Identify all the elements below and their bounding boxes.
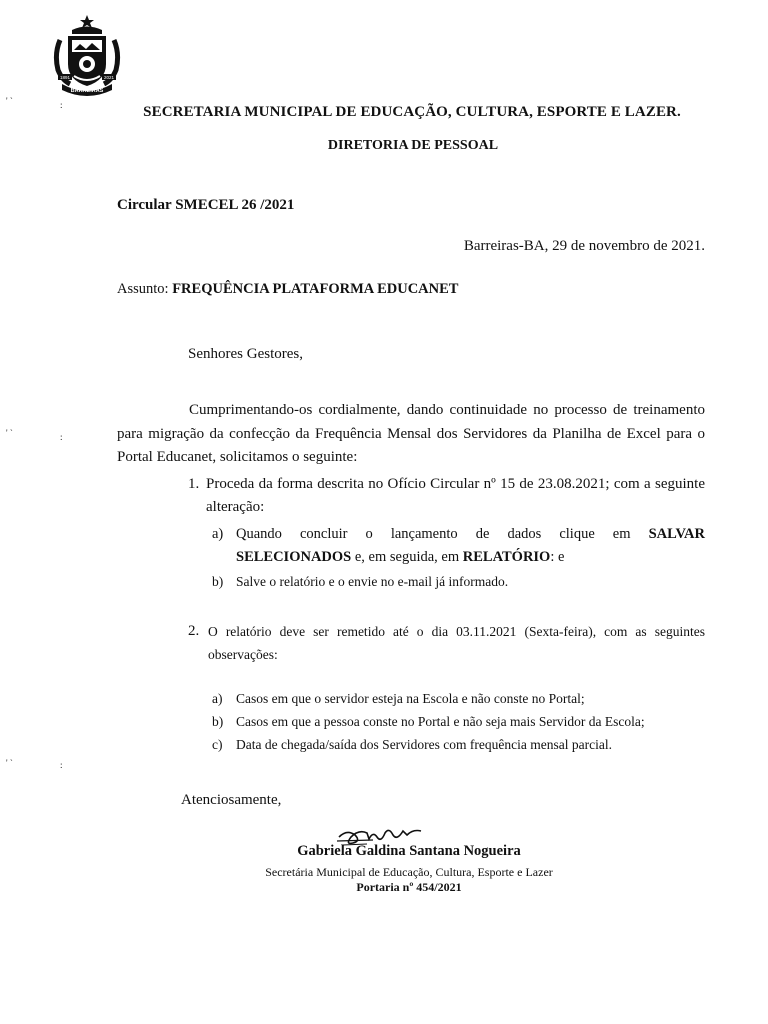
intro-paragraph: Cumprimentando-os cordialmente, dando continuidade no processo de treinamento para migração da confecção da Frequência Mensal dos Servidores da Planilha de Excel para o Portal Educanet, solicitamos o seguinte: (117, 402, 705, 465)
svg-text:1891: 1891 (60, 75, 71, 80)
coat-of-arms-logo (52, 14, 122, 96)
sub-item-letter: b) (212, 574, 224, 589)
sub-item-1b (212, 574, 508, 590)
closing-salutation: Atenciosamente, (181, 792, 282, 808)
signer-role: Secretária Municipal de Educação, Cultura, Esporte e Lazer (265, 865, 553, 879)
greeting: Senhores Gestores, (188, 346, 303, 362)
department-title: SECRETARIA MUNICIPAL DE EDUCAÇÃO, CULTURA, ESPORTE E LAZER. (143, 104, 681, 120)
list-item-number: 2. (188, 623, 200, 639)
scan-mark: : (60, 100, 63, 110)
subject-line (117, 281, 458, 298)
sub-item-text: Data de chegada/saída dos Servidores com frequência mensal parcial. (236, 737, 612, 752)
observation-b (212, 714, 645, 730)
sub-item-letter: a) (212, 691, 223, 706)
division-title: DIRETORIA DE PESSOAL (327, 138, 499, 153)
scan-mark: : (60, 432, 63, 442)
sub-item-text: Salve o relatório e o envie no e-mail já informado. (236, 574, 509, 589)
sub-item-1a (212, 523, 705, 569)
observation-c (212, 737, 612, 753)
list-item-text: Proceda da forma descrita no Ofício Circular nº 15 de 23.08.2021; com a seguinte alteração: (206, 476, 705, 515)
scan-mark: ' ` (6, 758, 13, 768)
scan-mark: ' ` (6, 96, 13, 106)
sub-item-letter: c) (212, 737, 223, 752)
document-date: Barreiras-BA, 29 de novembro de 2021. (463, 238, 705, 254)
list-item-number: 1. (188, 476, 200, 492)
circular-number: Circular SMECEL 26 /2021 (117, 197, 295, 213)
subject-label: Assunto: (117, 281, 169, 297)
svg-text:2021: 2021 (104, 75, 115, 80)
sub-item-text: Casos em que a pessoa conste no Portal e não seja mais Servidor da Escola; (236, 714, 645, 729)
sub-item-letter: b) (212, 714, 224, 729)
subject-value: FREQUÊNCIA PLATAFORMA EDUCANET (172, 281, 459, 297)
sub-item-text: Casos em que o servidor esteja na Escola e não conste no Portal; (236, 691, 585, 706)
list-item-text: O relatório deve ser remetido até o dia 03.11.2021 (Sexta-feira), com as seguintes observações: (208, 624, 705, 662)
signer-name: Gabriela Galdina Santana Nogueira (297, 843, 521, 859)
observation-a (212, 691, 585, 707)
list-item-1 (188, 473, 705, 519)
list-item-2 (188, 620, 705, 666)
scan-mark: ' ` (6, 428, 13, 438)
scan-mark: : (60, 760, 63, 770)
svg-text:BARREIRAS: BARREIRAS (70, 88, 104, 94)
signer-portaria: Portaria nº 454/2021 (356, 880, 462, 894)
sub-item-letter: a) (212, 526, 224, 542)
sub-item-text: Quando concluir o lançamento de dados clique em SALVAR SELECIONADOS e, em seguida, em RELATÓRIO: e (236, 526, 705, 565)
